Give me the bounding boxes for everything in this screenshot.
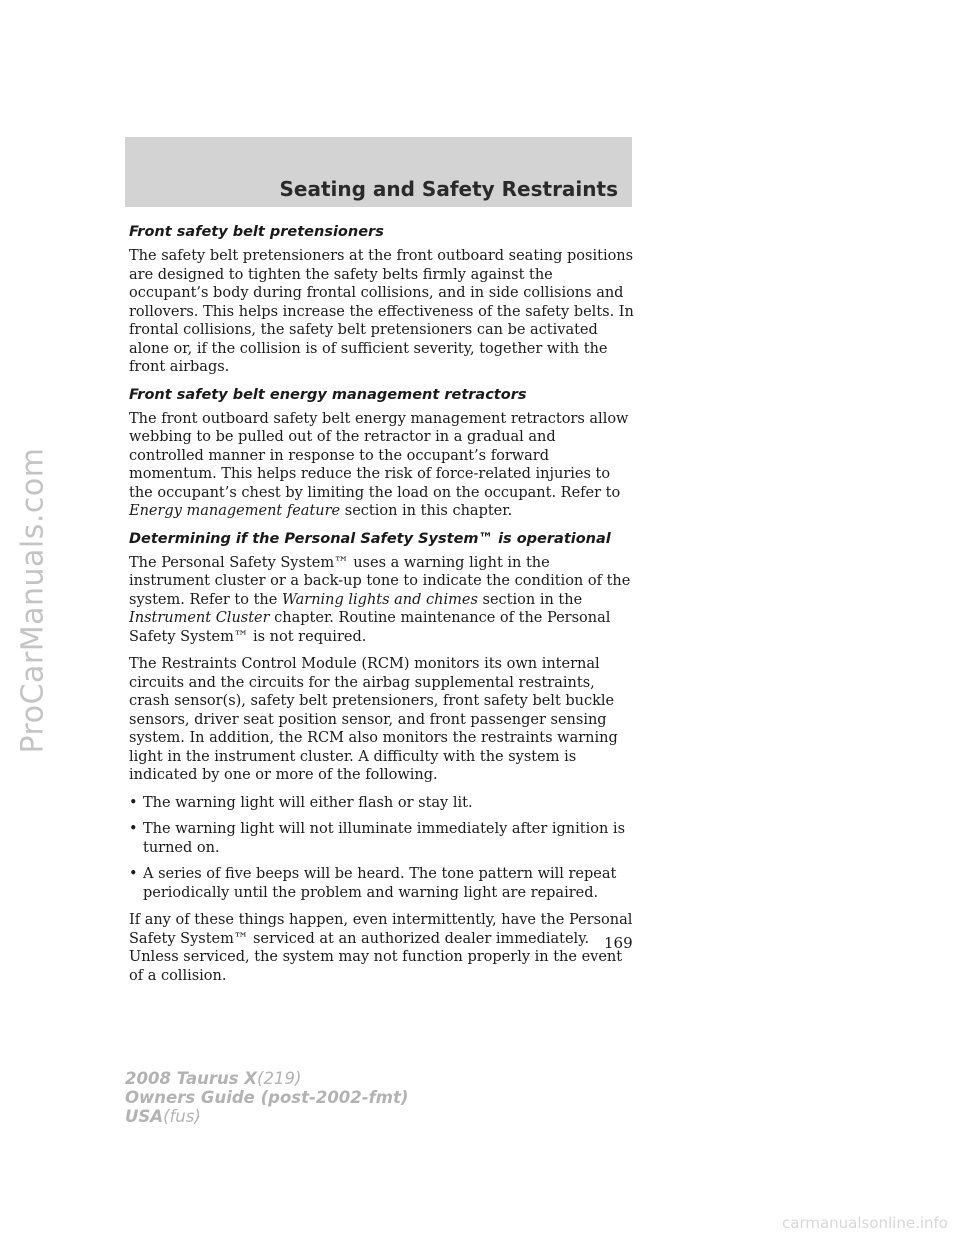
- bullet-icon: •: [129, 794, 138, 811]
- operational-text-b: section in the: [482, 591, 583, 608]
- section-heading-operational: Determining if the Personal Safety System™ is operational: [129, 530, 611, 547]
- bullet-list: [129, 794, 634, 903]
- section-heading-retractors: Front safety belt energy management retractors: [129, 386, 527, 403]
- operational-text-a: The Personal Safety System™ uses a warning light in the instrument cluster or a back-up tone to indicate the condition of the system. Refer to the: [129, 554, 631, 608]
- reference-instrument-cluster: Instrument Cluster: [129, 610, 270, 626]
- footer-model-code: (219): [257, 1069, 302, 1088]
- paragraph-retractors: [129, 410, 634, 521]
- reference-warning-lights: Warning lights and chimes: [281, 591, 478, 608]
- retractors-text-a: The front outboard safety belt energy management retractors allow webbing to be pulled out of the retractor in a gradual and controlled manner in response to the occupant’s forward momentum. This helps reduce the risk of force-related injuries to the occupant’s chest by limiting the load on the occupant. Refer to: [129, 410, 629, 501]
- paragraph-operational-1: [129, 554, 634, 647]
- footer-line-2: [125, 1088, 408, 1107]
- watermark-text: ProCarManuals.com: [15, 446, 51, 754]
- chapter-title: Seating and Safety Restraints: [279, 177, 618, 201]
- footer-model: 2008 Taurus X: [125, 1069, 258, 1088]
- retractors-text-b: section in this chapter.: [344, 503, 513, 519]
- page-number: 169: [604, 934, 633, 952]
- list-item-text: The warning light will either flash or stay lit.: [143, 794, 473, 811]
- operational-text-c: chapter. Routine maintenance of the Personal Safety System™ is not required.: [129, 610, 611, 645]
- paragraph-operational-2: The Restraints Control Module (RCM) monitors its own internal circuits and the circuits for the airbag supplemental restraints, crash sensor(s), safety belt pretensioners, front safety belt buckle sensors, driver seat position sensor, and front passenger sensing system. In addition, the RCM also monitors the restraints warning light in the instrument cluster. A difficulty with the system is indicated by one or more of the following.: [129, 656, 618, 783]
- footer-guide: Owners Guide (post-2002-fmt): [125, 1088, 409, 1107]
- list-item: [129, 794, 634, 813]
- footer-line-1: [125, 1069, 408, 1088]
- site-watermark: carmanualsonline.info: [782, 1214, 948, 1232]
- page-content: [129, 223, 634, 994]
- list-item-text: The warning light will not illuminate immediately after ignition is turned on.: [143, 821, 626, 856]
- document-footer: [125, 1069, 408, 1126]
- paragraph-pretensioners: The safety belt pretensioners at the front outboard seating positions are designed to tighten the safety belts firmly against the occupant’s body during frontal collisions, and in side collisions and rollovers. This helps increase the effectiveness of the safety belts. In frontal collisions, the safety belt pretensioners can be activated alone or, if the collision is of sufficient severity, together with the front airbags.: [129, 248, 634, 375]
- paragraph-operational-3: If any of these things happen, even intermittently, have the Personal Safety System™ serviced at an authorized dealer immediately. Unless serviced, the system may not function properly in the event of a collision.: [129, 912, 633, 984]
- list-item: [129, 865, 634, 902]
- footer-market: USA: [125, 1107, 164, 1126]
- reference-energy-management: Energy management feature: [129, 503, 341, 519]
- list-item: [129, 820, 634, 857]
- bullet-icon: •: [129, 821, 138, 837]
- bullet-icon: •: [129, 866, 138, 882]
- list-item-text: A series of five beeps will be heard. The tone pattern will repeat periodically until the problem and warning light are repaired.: [143, 866, 617, 901]
- watermark: [8, 300, 58, 900]
- footer-line-3: [125, 1107, 408, 1126]
- footer-market-code: (fus): [163, 1107, 201, 1126]
- chapter-header: [125, 137, 632, 207]
- section-heading-pretensioners: Front safety belt pretensioners: [129, 224, 384, 240]
